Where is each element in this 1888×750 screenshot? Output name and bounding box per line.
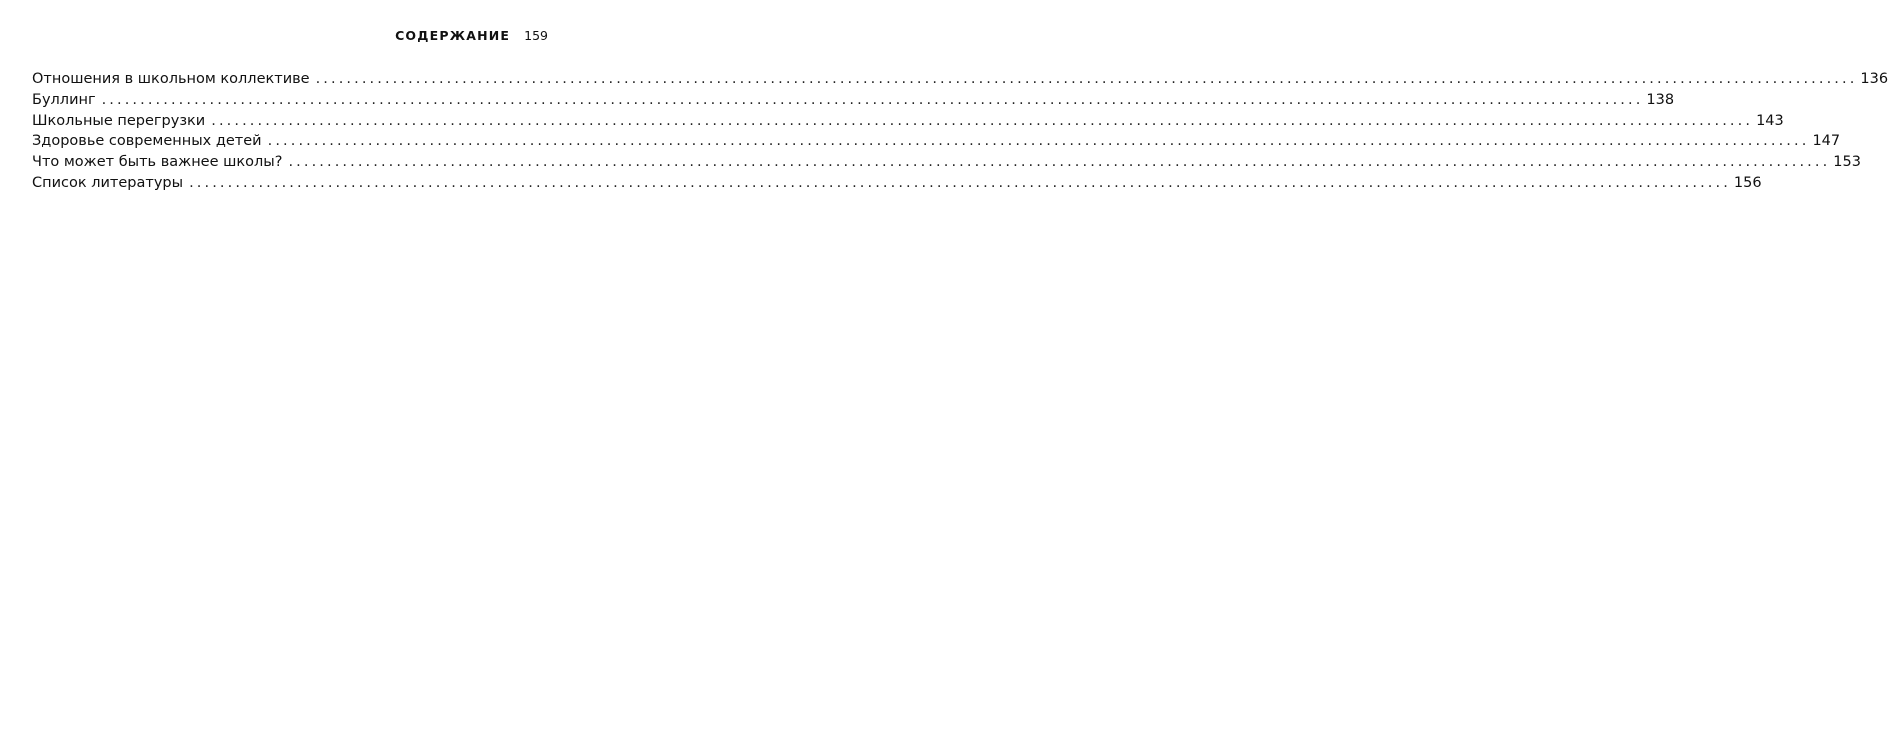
toc-entry-title: Отношения в школьном коллективе [32, 71, 310, 87]
page-number: 159 [524, 28, 548, 43]
toc-entry-page: 138 [1646, 91, 1675, 108]
toc-entry-title: Школьные перегрузки [32, 112, 206, 129]
toc-dot-leader: ........................................................................................................................................................................................................ [189, 174, 1731, 191]
toc-dot-leader: ........................................................................................................................................................................................................ [101, 91, 1644, 108]
toc-dot-leader: ........................................................................................................................................................................................................ [211, 112, 1754, 129]
toc-entry-title: Буллинг [32, 91, 96, 108]
toc-entry [32, 69, 1888, 90]
toc-entry-page: 153 [1833, 154, 1861, 171]
toc-entry [32, 152, 1861, 173]
toc-dot-leader: ........................................................................................................................................................................................................ [315, 71, 1858, 87]
toc-entry-title: Здоровье современных детей [32, 133, 262, 150]
toc-entry-page: 136 [1860, 71, 1888, 87]
running-title: СОДЕРЖАНИЕ [395, 28, 511, 43]
toc-entry [32, 90, 1675, 111]
toc-entry-page: 143 [1756, 112, 1784, 129]
toc-entry [32, 111, 1784, 132]
toc-entry-title: Что может быть важнее школы? [32, 154, 283, 171]
toc-entry-page: 147 [1812, 133, 1841, 150]
running-header [395, 28, 548, 44]
table-of-contents [32, 69, 1888, 194]
toc-entry-title: Список литературы [32, 174, 184, 191]
toc-entry-page: 156 [1733, 174, 1762, 191]
toc-dot-leader: ........................................................................................................................................................................................................ [267, 133, 1810, 150]
toc-entry [32, 173, 1762, 194]
toc-dot-leader: ........................................................................................................................................................................................................ [288, 154, 1831, 171]
toc-entry [32, 131, 1841, 152]
